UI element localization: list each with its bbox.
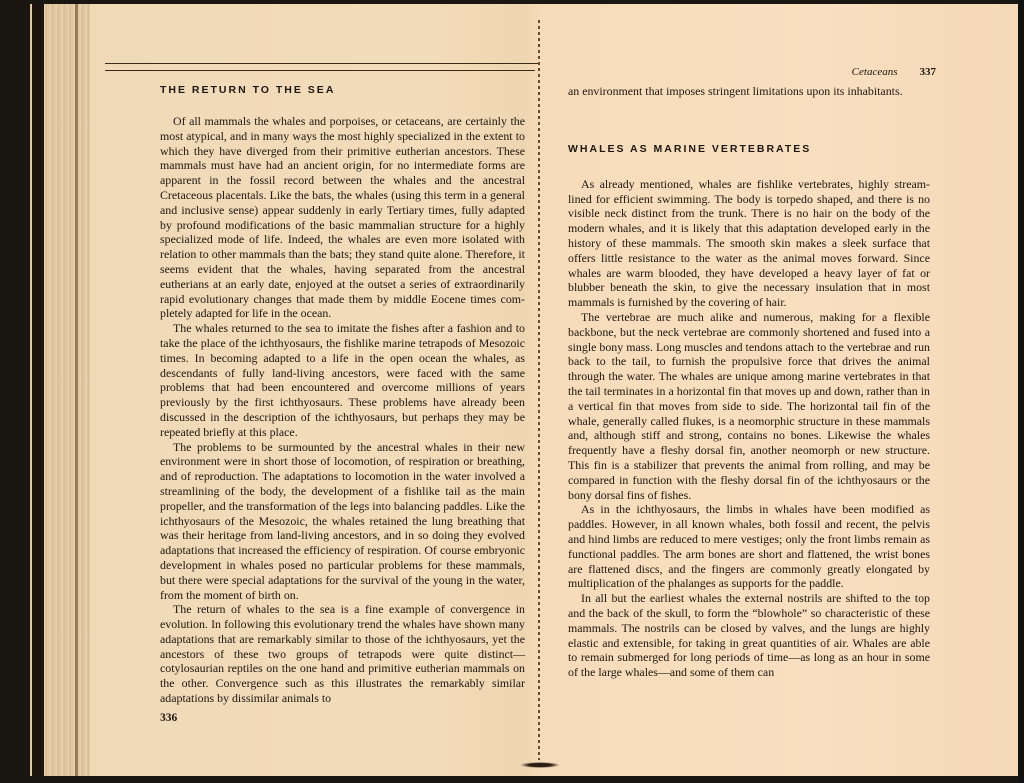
paragraph: The problems to be surmounted by the ancestral whales in their new environment were in short those of locomotion, of respiration or breathing, and of reproduction. The adaptations to locomotion in the water involved a streamlining of the body, the development of a fishlike tail as the main propeller, and the transformation of the legs into balancing paddles. Like the ichthyosaurs of the Mesozoic, the whales retained the lung breathing that was their heritage from land-living ancestors, and in so doing they evolved adaptations that increased the efficiency of respiration. Of course embryonic development in whales posed no particular problems for these mammals, but there were special adaptations for the survival of the young in the water, from the moment of birth on. <box>160 439 525 602</box>
right-background-edge <box>1018 0 1024 783</box>
paragraph: The vertebrae are much alike and numerous, making for a flexible backbone, but the neck vertebrae are commonly shortened and fused into a single bony mass. Long muscles and tendons attach to the vertebrae and run back to the tail, to furnish the propulsive force that drives the animal through the water. The whales are unique among marine vertebrates in that the tail terminates in a horizontal fin that moves up and down, rather than in a vertical fin that moves from side to side. The horizontal tail fin of the whale, generally called flukes, is a neomorphic structure in these mammals and, although stiff and strong, contains no bones. Likewise the whales frequently have a fleshy dorsal fin, another neomorph or new structure. This fin is a stabilizer that prevents the animal from rolling, and may be compared in function with the fleshy dorsal fin of the ichthyosaurs or the bony dorsal fins of fishes. <box>568 309 930 502</box>
gutter-fold-line <box>538 20 540 760</box>
paragraph: As in the ichthyosaurs, the limbs in whales have been modified as paddles. However, in all known whales, both fossil and recent, the pelvis and hind limbs are reduced to mere vestiges; only the front limbs remain as functional paddles. The arm bones are short and flattened, the wrist bones are flattened discs, and the fingers are commonly greatly elongated by multiplication of the phalanges as supports for the paddle. <box>568 502 930 591</box>
gutter-shadow <box>520 762 560 768</box>
section-heading-marine-vertebrates: WHALES AS MARINE VERTEBRATES <box>568 142 812 155</box>
page-number-left: 336 <box>160 712 178 724</box>
header-rule-bottom <box>105 70 535 71</box>
running-head-title: Cetaceans <box>851 66 898 78</box>
page-edge-line <box>75 4 78 776</box>
paragraph: Of all mammals the whales and porpoises, or cetaceans, are certainly the most atypical, and in many ways the most highly specialized in the extent to which they have diverged from their primitive eutherian ancestors. These mammals must have had an ancient origin, for no intermediate forms are apparent in the fossil record between the whales and the ancestral Cretaceous placentals. Like the bats, the whales (using this term in a general and inclusive sense) appear suddenly in early Tertiary times, fully adapted by profound modifications of the basic mammalian structure for a highly specialized mode of life. Indeed, the whales are even more isolated with relation to other mammals than the bats; they stand quite alone. Therefore, it seems evident that the whales, having separated from the ancestral eutherians at an early date, enjoyed at the outset a series of extraordinarily rapid evolutionary changes that made them by middle Eocene times completely adapted for life in the ocean. <box>160 114 525 321</box>
continuation-text: an environment that imposes stringent limitations upon its inhabitants. <box>568 84 903 98</box>
paragraph: In all but the earliest whales the external nostrils are shifted to the top and the back of the skull, to form the “blowhole” so characteristic of these mammals. The nostrils can be closed by valves, and the lungs are highly elastic and extensible, for taking in great quantities of air. Whales are able to remain submerged for long periods of time—as long as an hour in some of the large whales—and some of them can <box>568 591 930 680</box>
paragraph: The whales returned to the sea to imitate the fishes after a fashion and to take the place of the ichthyosaurs, the fishlike marine tetrapods of Mesozoic times. In becoming adapted to a life in the open ocean the whales, as descendants of fully land-living ancestors, were faced with the same problems that had been encountered and overcome millions of years previously by the first ichthyosaurs. These problems have already been discussed in the description of the ichthyosaurs, but perhaps they may be repeated briefly at this place. <box>160 321 525 439</box>
book-cover-edge <box>32 4 44 776</box>
page-number-right: 337 <box>919 66 936 78</box>
header-rule-top <box>105 63 538 64</box>
section-heading-return-to-sea: THE RETURN TO THE SEA <box>160 84 336 96</box>
left-page <box>160 84 525 706</box>
paragraph: The return of whales to the sea is a fine example of convergence in evolution. In following this evolutionary trend the whales have shown many adaptations that are remarkably similar to those of the ichthyosaurs, yet the ancestors of these two groups of tetrapods were quite distinct—cotylosaurian reptiles on the one hand and primitive eutherian mammals on the other. Convergence such as this illustrates the remarkably similar adaptations by dissimilar animals to <box>160 602 525 706</box>
right-page <box>568 72 930 680</box>
paragraph: As already mentioned, whales are fishlike vertebrates, highly streamlined for efficient swimming. The body is torpedo shaped, and there is no visible neck distinct from the trunk. There is no hair on the body of the modern whales, and it is likely that this adaptation developed early in the history of these mammals. The smooth skin makes a sleek surface that offers little resistance to the water as the animal moves forward. Since whales are warm blooded, they have developed a heavy layer of fat or blubber beneath the skin, to give the necessary insulation that in most mammals is furnished by the covering of hair. <box>568 176 930 310</box>
